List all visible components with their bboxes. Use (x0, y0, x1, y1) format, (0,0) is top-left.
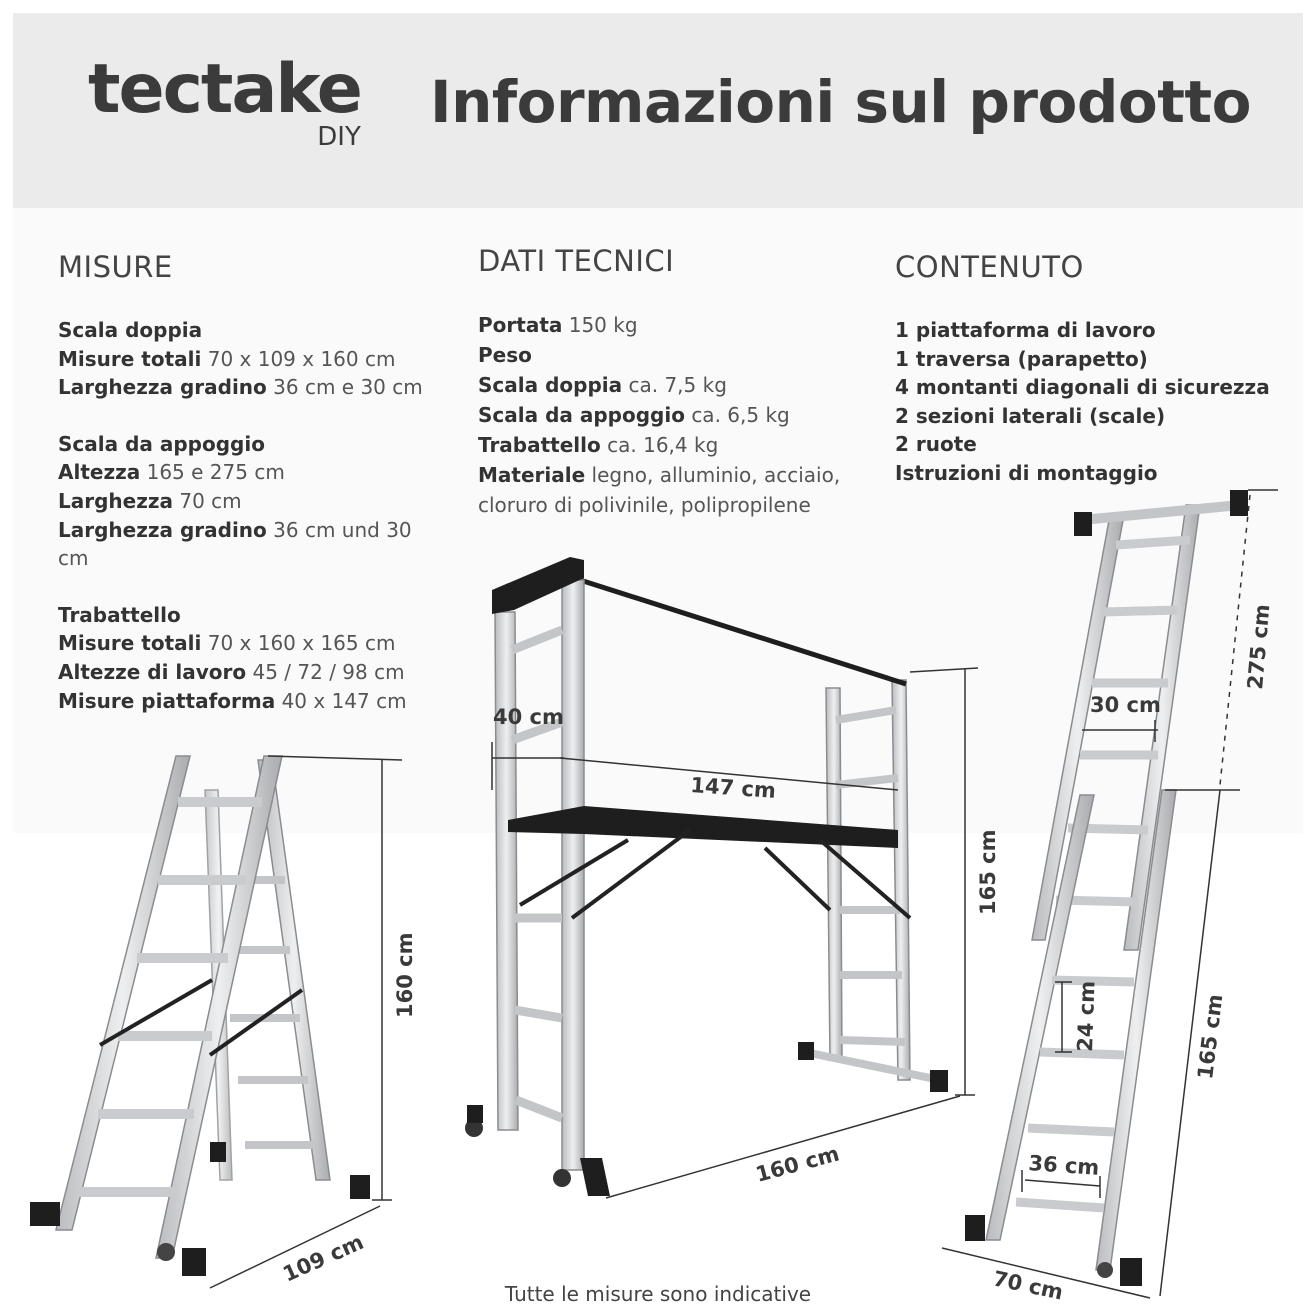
group-title: Scala doppia (58, 318, 203, 342)
dim-ladder-base: 70 cm (990, 1266, 1066, 1305)
row-label: Scala doppia (478, 373, 623, 397)
content-item: 1 traversa (parapetto) (895, 346, 1148, 371)
misure-heading: MISURE (58, 250, 173, 284)
content-item: 4 montanti diagonali di sicurezza (895, 375, 1270, 400)
dim-scaffold-length: 147 cm (689, 773, 777, 803)
scaffold-illustration (465, 557, 978, 1198)
dim-ladder-section: 165 cm (1193, 992, 1228, 1081)
row-value: 150 kg (568, 313, 638, 337)
dim-scaffold-height: 165 cm (976, 829, 1000, 915)
row-label: Portata (478, 313, 563, 337)
dim-stepladder-height: 160 cm (393, 932, 417, 1018)
row-label: Altezze di lavoro (58, 659, 247, 684)
row-value: ca. 6,5 kg (691, 403, 790, 427)
row-label: Materiale (478, 463, 586, 487)
dim-scaffold-depth: 40 cm (493, 705, 564, 729)
brand-name: tectake (88, 50, 361, 129)
row-value: 36 cm e 30 cm (273, 375, 423, 400)
dim-ladder-step-gap: 24 cm (1073, 980, 1100, 1053)
row-label: Larghezza gradino (58, 375, 267, 400)
row-label: Scala da appoggio (478, 403, 685, 427)
row-label: Larghezza (58, 488, 173, 513)
row-value: 70 cm (179, 488, 242, 513)
stepladder-illustration (30, 756, 402, 1288)
dim-stepladder-depth: 109 cm (279, 1229, 368, 1287)
footer-note: Tutte le misure sono indicative (504, 1282, 812, 1306)
content-item: 2 ruote (895, 432, 977, 457)
row-value: 165 e 275 cm (146, 460, 285, 485)
content-item: 1 piattaforma di lavoro (895, 318, 1156, 342)
page-title: Informazioni sul prodotto (430, 68, 1251, 136)
row-value: ca. 7,5 kg (628, 373, 727, 397)
group-title: Scala da appoggio (58, 431, 265, 456)
dim-ladder-total: 275 cm (1243, 603, 1275, 691)
row-value: 40 x 147 cm (281, 688, 407, 713)
dim-ladder-bottom-step: 36 cm (1027, 1151, 1101, 1180)
contenuto-heading: CONTENUTO (895, 250, 1084, 284)
dati-heading: DATI TECNICI (478, 244, 675, 278)
brand-sub: DIY (317, 122, 361, 152)
row-label: Altezza (58, 460, 141, 485)
group-title: Trabattello (58, 602, 181, 627)
row-value: 70 x 109 x 160 cm (207, 346, 396, 371)
dim-ladder-top-step: 30 cm (1090, 693, 1161, 717)
row-label: Larghezza gradino (58, 517, 267, 542)
content-item: Istruzioni di montaggio (895, 460, 1158, 485)
row-value: 70 x 160 x 165 cm (207, 631, 396, 656)
row-label: Misure totali (58, 346, 202, 371)
row-value: 45 / 72 / 98 cm (252, 659, 405, 684)
row-label: Peso (478, 343, 532, 367)
content-item: 2 sezioni laterali (scale) (895, 403, 1166, 428)
row-label: Misure totali (58, 631, 202, 656)
row-label: Trabattello (478, 433, 601, 457)
row-label: Misure piattaforma (58, 688, 276, 713)
row-value: 36 cm und 30 cm (58, 517, 412, 571)
row-value: legno, alluminio, acciaio, cloruro di polivinile, polipropilene (478, 463, 841, 517)
dim-scaffold-width: 160 cm (753, 1141, 842, 1187)
row-value: ca. 16,4 kg (607, 433, 719, 457)
